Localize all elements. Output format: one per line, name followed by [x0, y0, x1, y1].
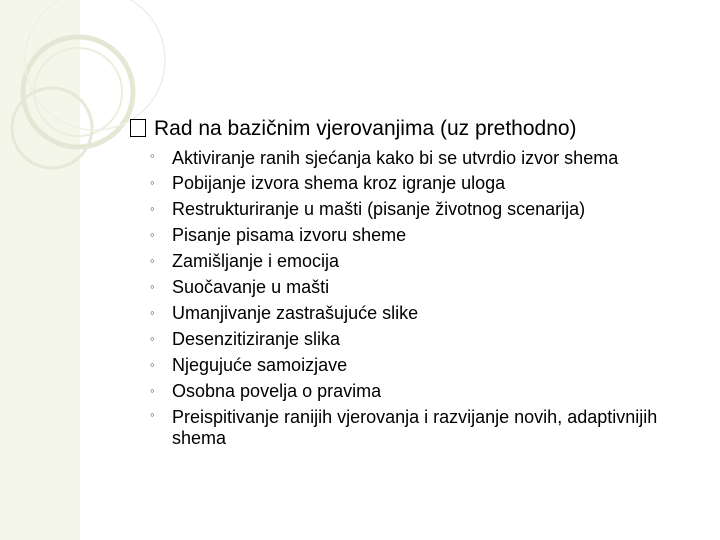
list-item [150, 300, 700, 326]
list-item-text: Suočavanje u mašti [172, 277, 330, 297]
circle-bullet-icon: ◦ [150, 175, 155, 190]
circle-bullet-icon: ◦ [150, 253, 155, 268]
list-item-text: Aktiviranje ranih sjećanja kako bi se utvrdio izvor shema [172, 148, 619, 168]
main-bullet-text: Rad na bazičnim vjerovanjima (uz prethodno) [154, 117, 577, 140]
list-item [150, 170, 700, 196]
list-item [150, 378, 700, 404]
list-item-text: Restrukturiranje u mašti (pisanje životnog scenarija) [172, 199, 586, 219]
list-item [150, 145, 700, 170]
circle-bullet-icon: ◦ [150, 279, 155, 294]
circle-bullet-icon: ◦ [150, 357, 155, 372]
circle-bullet-icon: ◦ [150, 331, 155, 346]
main-bullet [130, 115, 700, 143]
list-item [150, 248, 700, 274]
circle-bullet-icon: ◦ [150, 305, 155, 320]
sub-bullet-list [130, 145, 700, 450]
list-item-text: Umanjivanje zastrašujuće slike [172, 303, 419, 323]
checkbox-bullet-icon [130, 119, 146, 137]
list-item-text: Osobna povelja o pravima [172, 381, 382, 401]
list-item-text: Desenzitiziranje slika [172, 329, 341, 349]
list-item [150, 274, 700, 300]
slide-content [130, 115, 700, 450]
list-item-text: Pisanje pisama izvoru sheme [172, 225, 407, 245]
circle-bullet-icon: ◦ [150, 407, 155, 422]
circle-bullet-icon: ◦ [150, 227, 155, 242]
circle-bullet-icon: ◦ [150, 148, 155, 163]
list-item-text: Njegujuće samoizjave [172, 355, 348, 375]
circle-bullet-icon: ◦ [150, 383, 155, 398]
list-item [150, 222, 700, 248]
list-item-text: Preispitivanje ranijih vjerovanja i razvijanje novih, adaptivnijih shema [172, 407, 658, 448]
list-item-text: Zamišljanje i emocija [172, 251, 340, 271]
list-item [150, 326, 700, 352]
list-item [150, 196, 700, 222]
circle-bullet-icon: ◦ [150, 201, 155, 216]
list-item [150, 404, 700, 450]
list-item-text: Pobijanje izvora shema kroz igranje uloga [172, 173, 506, 193]
list-item [150, 352, 700, 378]
